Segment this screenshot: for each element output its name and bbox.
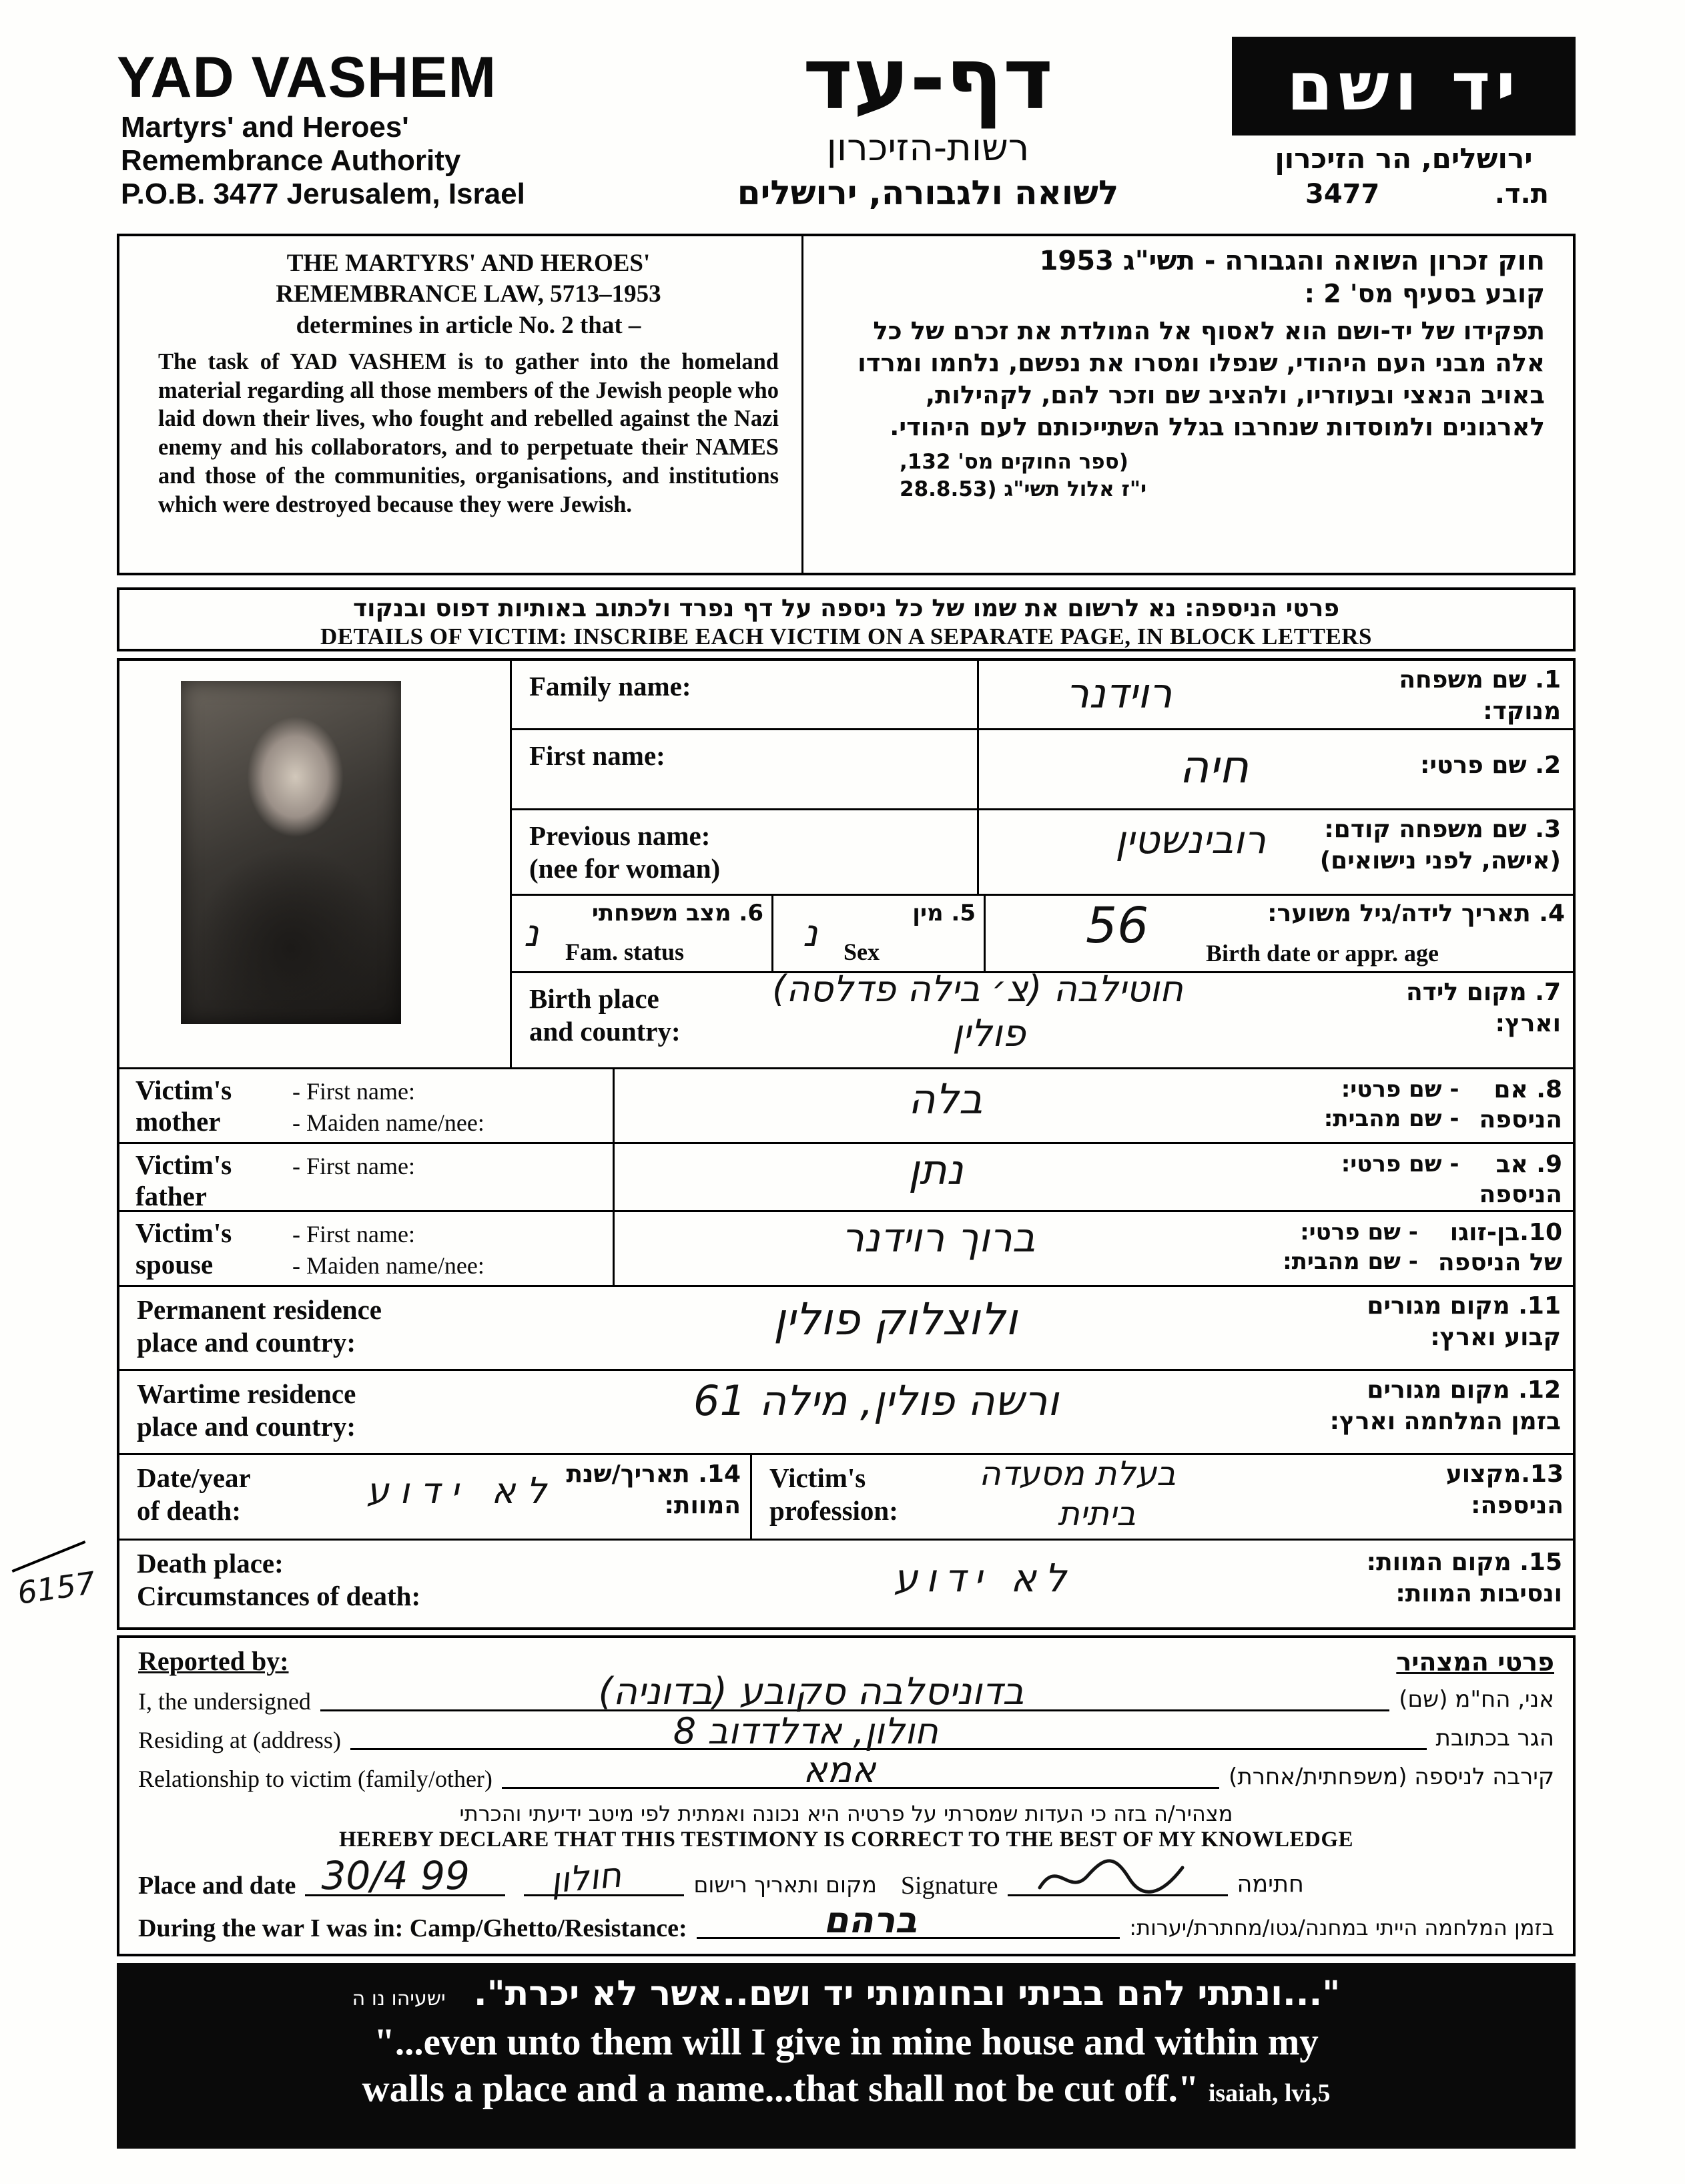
spouse-label-he: [1283, 1217, 1562, 1278]
field-previous-name: [512, 810, 1573, 896]
footer-quote-english-ref: isaiah, lvi,5: [1208, 2079, 1331, 2107]
relationship-fill-line: [502, 1749, 1219, 1791]
field-family-name: [512, 661, 1573, 730]
family-name-label-en: Family name:: [512, 661, 979, 728]
victim-details-instruction: [117, 587, 1576, 651]
form-top-section: [119, 661, 1573, 1069]
spouse-he-number: [1438, 1217, 1562, 1278]
spouse-value: ברוך רוידנר: [841, 1215, 1036, 1262]
undersigned-value: בדוניסלבה סקובע (בדוניה): [598, 1670, 1024, 1713]
logo-text: יד ושם: [1287, 47, 1521, 125]
spouse-label-en: [119, 1212, 615, 1285]
declaration-hebrew: מצהיר/ה בזה כי העדות שמסרתי על פרטיה היא נכונה ואמתית לפי מיטב ידיעתי והכרתי: [459, 1801, 1233, 1826]
spouse-title: [135, 1217, 292, 1285]
previous-name-value: רובינשטין: [1115, 817, 1266, 862]
father-he-first-name: - שם פרטי:: [1341, 1151, 1459, 1177]
place-fill-line: [524, 1855, 684, 1902]
org-block: [117, 37, 624, 232]
birth-place-value-1: חוטילבה (צ׳ בילה פדלסה): [772, 968, 1183, 1010]
pob-label: ת.ד.: [1494, 179, 1549, 210]
death-place-label-en-2: Circumstances of death:: [137, 1581, 421, 1612]
family-name-value: רוידנר: [1066, 669, 1172, 718]
undersigned-label-he: אני, הח"מ (שם): [1399, 1686, 1554, 1713]
birth-place-label-he-2: וארץ:: [1495, 1009, 1561, 1037]
permanent-residence-value: ולוצלוק פולין: [773, 1294, 1018, 1345]
mother-he-first-name: - שם פרטי:: [1341, 1076, 1459, 1103]
first-name-label-en: First name:: [512, 730, 979, 808]
birth-date-value: 56: [1086, 897, 1149, 954]
permanent-residence-label-he-1: 11. מקום מגורים: [1367, 1292, 1561, 1320]
family-status-value: נ: [524, 912, 539, 955]
footer-quote-hebrew: [117, 1974, 1576, 2014]
undersigned-fill-line: [320, 1670, 1389, 1713]
form-subtitle-hebrew-1: רשות-הזיכרון: [826, 126, 1030, 170]
fields-1-7: [512, 661, 1573, 1067]
profession-label-en-1: Victim's: [769, 1462, 866, 1493]
death-date-label-he: [566, 1459, 741, 1522]
reporter-header-he: פרטי המצהיר: [1396, 1647, 1554, 1677]
place-date-label: Place and date: [138, 1872, 296, 1900]
death-date-value: לא ידוע: [366, 1470, 558, 1512]
father-sublabels: [292, 1149, 415, 1210]
permanent-residence-label-he: [1367, 1291, 1561, 1354]
reporter-details-box: [117, 1635, 1576, 1956]
remembrance-law-box: [117, 234, 1576, 575]
war-label-en: During the war I was in: Camp/Ghetto/Resistance:: [138, 1914, 687, 1942]
footer-quote-english-text: walls a place and a name...that shall not be cut off.": [362, 2067, 1199, 2110]
previous-name-label-he-1: 3. שם משפחה קודם:: [1324, 816, 1561, 843]
logo-city-line: ירושלים, הר הזיכרון: [1275, 142, 1533, 175]
relationship-row: [138, 1749, 1554, 1793]
spouse-he-first-name: - שם פרטי:: [1300, 1219, 1418, 1246]
death-place-value: לא ידוע: [894, 1555, 1074, 1601]
birth-place-value-2: פולין: [952, 1012, 1026, 1055]
previous-name-label-en-1: Previous name:: [529, 820, 711, 851]
mother-he-sublabels: [1324, 1075, 1459, 1135]
death-place-label-he: [1367, 1547, 1562, 1610]
father-title-2: father: [135, 1181, 208, 1212]
org-line: Remembrance Authority: [121, 144, 461, 178]
family-name-label-he: [1399, 665, 1561, 728]
family-status-label-en: Fam. status: [565, 938, 684, 965]
permanent-residence-label-en: [137, 1294, 382, 1359]
field-birth-place: [512, 968, 1573, 1061]
signature-fill-line: [1008, 1867, 1228, 1896]
death-date-label-en-1: Date/year: [137, 1462, 251, 1493]
profession-label-en-2: profession:: [769, 1495, 898, 1527]
field-spouse: [119, 1212, 1573, 1287]
death-date-label-he-1: 14. תאריך/שנת: [566, 1460, 741, 1488]
date-value: 30/4 99: [321, 1853, 470, 1898]
law-english: [119, 236, 803, 573]
field-birth-date: [986, 896, 1573, 971]
birth-date-label-he: 4. תאריך לידה/גיל משוער:: [1267, 900, 1565, 927]
father-label-en: [119, 1144, 615, 1210]
family-name-label-he-1: 1. שם משפחה: [1399, 666, 1561, 694]
instruction-english: DETAILS OF VICTIM: INSCRIBE EACH VICTIM ON A SEPARATE PAGE, IN BLOCK LETTERS: [320, 623, 1373, 649]
wartime-residence-label-he: [1330, 1375, 1561, 1438]
mother-first-name-label: - First name:: [292, 1078, 415, 1105]
pob-number: 3477: [1305, 179, 1380, 210]
birth-place-label-he-1: 7. מקום לידה: [1405, 979, 1561, 1006]
father-value-cell: [615, 1144, 1573, 1210]
birth-place-label-he: [1406, 977, 1561, 1040]
spouse-value-cell: [615, 1212, 1573, 1285]
footer-quote-hebrew-text: "...ונתתי להם בביתי ובחומותי יד ושם..אשר לא יכרת".: [473, 1974, 1341, 2014]
war-fill-line: [697, 1899, 1120, 1941]
residing-fill-line: [350, 1710, 1427, 1752]
spouse-he-sublabels: [1283, 1217, 1418, 1278]
wartime-residence-value: ורשה פולין, מילה 61: [693, 1376, 1059, 1425]
spouse-title-2: spouse: [135, 1249, 214, 1280]
death-place-label-he-2: ונסיבות המוות:: [1395, 1579, 1562, 1607]
logo-pob-line: [1232, 179, 1576, 210]
previous-name-label-en-2: (nee for woman): [529, 853, 721, 884]
father-first-name-label: - First name:: [292, 1153, 415, 1179]
death-place-label-he-1: 15. מקום המוות:: [1366, 1549, 1562, 1576]
spouse-he-num-2: של הניספה: [1437, 1249, 1562, 1276]
previous-name-label-he: [1320, 814, 1561, 877]
sex-label-en: Sex: [844, 938, 880, 965]
profession-label-he-1: 13.מקצוע: [1445, 1460, 1564, 1488]
wartime-residence-label-he-2: בזמן המלחמה וארץ:: [1329, 1407, 1561, 1435]
death-date-label-en-2: of death:: [137, 1495, 242, 1527]
date-fill-line: [305, 1853, 505, 1898]
birth-place-label-en-2: and country:: [529, 1016, 681, 1047]
birth-date-label-en: Birth date or appr. age: [1206, 940, 1439, 967]
spouse-first-name-label: - First name:: [292, 1221, 415, 1248]
law-en-body: The task of YAD VASHEM is to gather into the homeland material regarding all those members of the Jewish people who laid down their lives, who fought and rebelled against the Nazi enemy and his collaborators, and to perpetuate their NAMES and those of the communities, organisations, and institutions which were destroyed because they were Jewish.: [158, 348, 779, 517]
law-hebrew: [803, 236, 1573, 573]
mother-he-maiden-name: - שם מהבית:: [1323, 1105, 1459, 1133]
field-family-status: [512, 896, 773, 971]
family-name-label-he-2: מנוקד:: [1483, 697, 1561, 725]
field-death-date: [119, 1455, 752, 1539]
place-date-signature-row: [138, 1853, 1554, 1902]
fields-4-5-6: [512, 896, 1573, 973]
mother-maiden-name-label: - Maiden name/nee:: [292, 1109, 484, 1136]
profession-label-he: [1446, 1459, 1564, 1522]
residing-label-en: Residing at (address): [138, 1727, 341, 1753]
org-line: P.O.B. 3477 Jerusalem, Israel: [121, 178, 525, 211]
field-wartime-residence: [119, 1371, 1573, 1455]
previous-name-label-en: [512, 810, 979, 894]
profession-label-he-2: הניספה:: [1471, 1491, 1564, 1519]
spouse-he-maiden-name: - שם מהבית:: [1283, 1248, 1418, 1276]
permanent-residence-label-en-1: Permanent residence: [137, 1294, 382, 1325]
mother-value-cell: [615, 1069, 1573, 1142]
law-he-ref-2: י"ז אלול תשי"ג (28.8.53: [900, 477, 1147, 501]
spouse-sublabels: [292, 1217, 484, 1285]
form-title-hebrew: דף-עד: [802, 29, 1054, 129]
profession-value-2: ביתית: [1058, 1494, 1136, 1533]
permanent-residence-label-en-2: place and country:: [137, 1327, 356, 1358]
war-value: ברהם: [823, 1899, 918, 1941]
yad-vashem-logo: [1232, 37, 1576, 135]
birth-place-label-en: [529, 983, 681, 1048]
war-label-he: בזמן המלחמה הייתי במחנה/גטו/מחתרת/יערות:: [1129, 1915, 1554, 1940]
mother-title: [135, 1075, 292, 1142]
mother-label-en: [119, 1069, 615, 1142]
law-he-title-1: חוק זכרון השואה והגבורה - תשי"ג 1953: [1039, 246, 1545, 276]
field-permanent-residence: [119, 1287, 1573, 1371]
footer-quote-english-line-2: [117, 2066, 1576, 2113]
death-place-label-en: [137, 1547, 420, 1613]
field-sex: [773, 896, 986, 971]
family-name-value-cell: [979, 661, 1573, 728]
profession-value-1: בעלת מסעדה: [979, 1454, 1176, 1493]
father-label-he: [1341, 1149, 1562, 1209]
org-name: YAD VASHEM: [117, 45, 497, 109]
wartime-residence-label-en-1: Wartime residence: [137, 1378, 356, 1409]
footer-quote-hebrew-ref: ישעיהו נו ה: [352, 1987, 446, 2010]
page-header: [117, 29, 1576, 232]
spouse-title-1: Victim's: [135, 1217, 232, 1248]
relationship-label-en: Relationship to victim (family/other): [138, 1765, 492, 1792]
signature-scribble: [1034, 1854, 1188, 1901]
law-he-body: תפקידו של יד-ושם הוא לאסוף אל המולדת את זכרם של כל אלה מבני העם היהודי, שנפלו ומסרו את נפשם, נלחמו ומרדו באויב הנאצי ובעוזריו, ולהציב שם וזכר להם, לקהילות, לארגונים ולמוסדות שנחרבו בגלל השתייכותם לעם היהודי.: [858, 316, 1545, 442]
hebrew-title-block: [624, 29, 1232, 232]
place-value: חולון: [549, 1855, 623, 1902]
family-status-label-he: 6. מצב משפחתי: [591, 900, 763, 926]
mother-label-he: [1324, 1075, 1562, 1135]
victim-photo: [181, 681, 401, 1024]
footer-quote-banner: [117, 1963, 1576, 2149]
law-he-ref-1: (ספר החוקים מס' 132,: [900, 450, 1128, 475]
wartime-residence-label-he-1: 12. מקום מגורים: [1367, 1376, 1561, 1404]
previous-name-label-he-2: (אישה, לפני נישואים): [1319, 846, 1561, 874]
declaration-english: HEREBY DECLARE THAT THIS TESTIMONY IS CORRECT TO THE BEST OF MY KNOWLEDGE: [338, 1828, 1354, 1852]
father-he-num-2: הניספה: [1479, 1181, 1562, 1208]
first-name-value: חיה: [1179, 741, 1249, 794]
field-profession: [752, 1455, 1573, 1539]
registration-label-he: מקום ותאריך רישום: [693, 1872, 877, 1898]
permanent-residence-label-he-2: קבוע וארץ:: [1430, 1323, 1561, 1351]
law-en-title-2: REMEMBRANCE LAW, 5713–1953: [276, 280, 661, 308]
father-he-sublabels: [1341, 1149, 1459, 1209]
profession-value: [979, 1454, 1176, 1534]
first-name-value-cell: [979, 730, 1573, 808]
first-name-label-he: 2. שם פרטי:: [1420, 752, 1561, 779]
residing-value: חולון, אדלדדוב 8: [673, 1710, 938, 1752]
death-date-label-en: [137, 1462, 251, 1527]
margin-file-number: 6157: [15, 1565, 98, 1611]
mother-he-num-1: 8. אם: [1493, 1076, 1562, 1103]
law-he-references: [819, 449, 1545, 503]
photo-cell: [119, 661, 512, 1067]
law-en-title-1: THE MARTYRS' AND HEROES': [286, 250, 651, 277]
mother-he-number: [1479, 1075, 1562, 1135]
relationship-value: אמא: [803, 1749, 876, 1791]
previous-name-value-cell: [979, 810, 1573, 894]
father-title-1: Victim's: [135, 1149, 232, 1180]
father-value: נתן: [908, 1145, 964, 1194]
victim-details-table: [117, 658, 1576, 1630]
signature-label-he: חתימה: [1237, 1871, 1304, 1898]
footer-quote-english-line-1: "...even unto them will I give in mine house and within my: [374, 2021, 1319, 2063]
wartime-residence-label-en: [137, 1378, 356, 1443]
reported-by-label: Reported by:: [138, 1646, 289, 1676]
field-first-name: [512, 730, 1573, 810]
sex-label-he: 5. מין: [912, 900, 976, 926]
father-title: [135, 1149, 292, 1210]
wartime-residence-label-en-2: place and country:: [137, 1411, 356, 1442]
mother-title-2: mother: [135, 1106, 221, 1137]
mother-title-1: Victim's: [135, 1075, 232, 1105]
residing-label-he: הגר בכתובת: [1435, 1725, 1554, 1751]
signature-label-en: Signature: [900, 1872, 998, 1900]
undersigned-label-en: I, the undersigned: [138, 1688, 311, 1715]
birth-place-label-en-1: Birth place: [529, 983, 659, 1014]
spouse-he-num-1: 10.בן-זוגו: [1449, 1219, 1562, 1246]
death-date-label-he-2: המוות:: [664, 1491, 741, 1519]
field-mother: [119, 1069, 1573, 1144]
mother-value: בלה: [908, 1075, 983, 1123]
org-line: Martyrs' and Heroes': [121, 111, 409, 144]
field-father: [119, 1144, 1573, 1212]
field-death-place: [119, 1541, 1573, 1627]
form-subtitle-hebrew-2: לשואה ולגבורה, ירושלים: [737, 174, 1119, 212]
instruction-hebrew: פרטי הניספה: נא לרשום את שמו של כל ניספה על דף נפרד ולכתוב באותיות דפוס ובנקוד: [352, 595, 1340, 622]
mother-sublabels: [292, 1075, 484, 1142]
sex-value: נ: [803, 912, 818, 955]
mother-he-num-2: הניספה: [1479, 1106, 1562, 1133]
profession-label-en: [769, 1462, 898, 1527]
spouse-maiden-name-label: - Maiden name/nee:: [292, 1252, 484, 1279]
law-en-title-3: determines in article No. 2 that –: [296, 311, 641, 339]
fields-13-14: [119, 1455, 1573, 1541]
law-he-title-2: קובע בסעיף מס' 2 :: [1304, 279, 1545, 308]
logo-block: [1232, 37, 1576, 232]
father-he-num-1: 9. אב: [1495, 1151, 1562, 1178]
death-place-label-en-1: Death place:: [137, 1548, 284, 1579]
father-he-number: [1479, 1149, 1562, 1209]
wartime-location-row: [138, 1899, 1554, 1943]
relationship-label-he: קירבה לניספה (משפחתית/אחרת): [1229, 1763, 1554, 1790]
footer-quote-english: [117, 2019, 1576, 2112]
